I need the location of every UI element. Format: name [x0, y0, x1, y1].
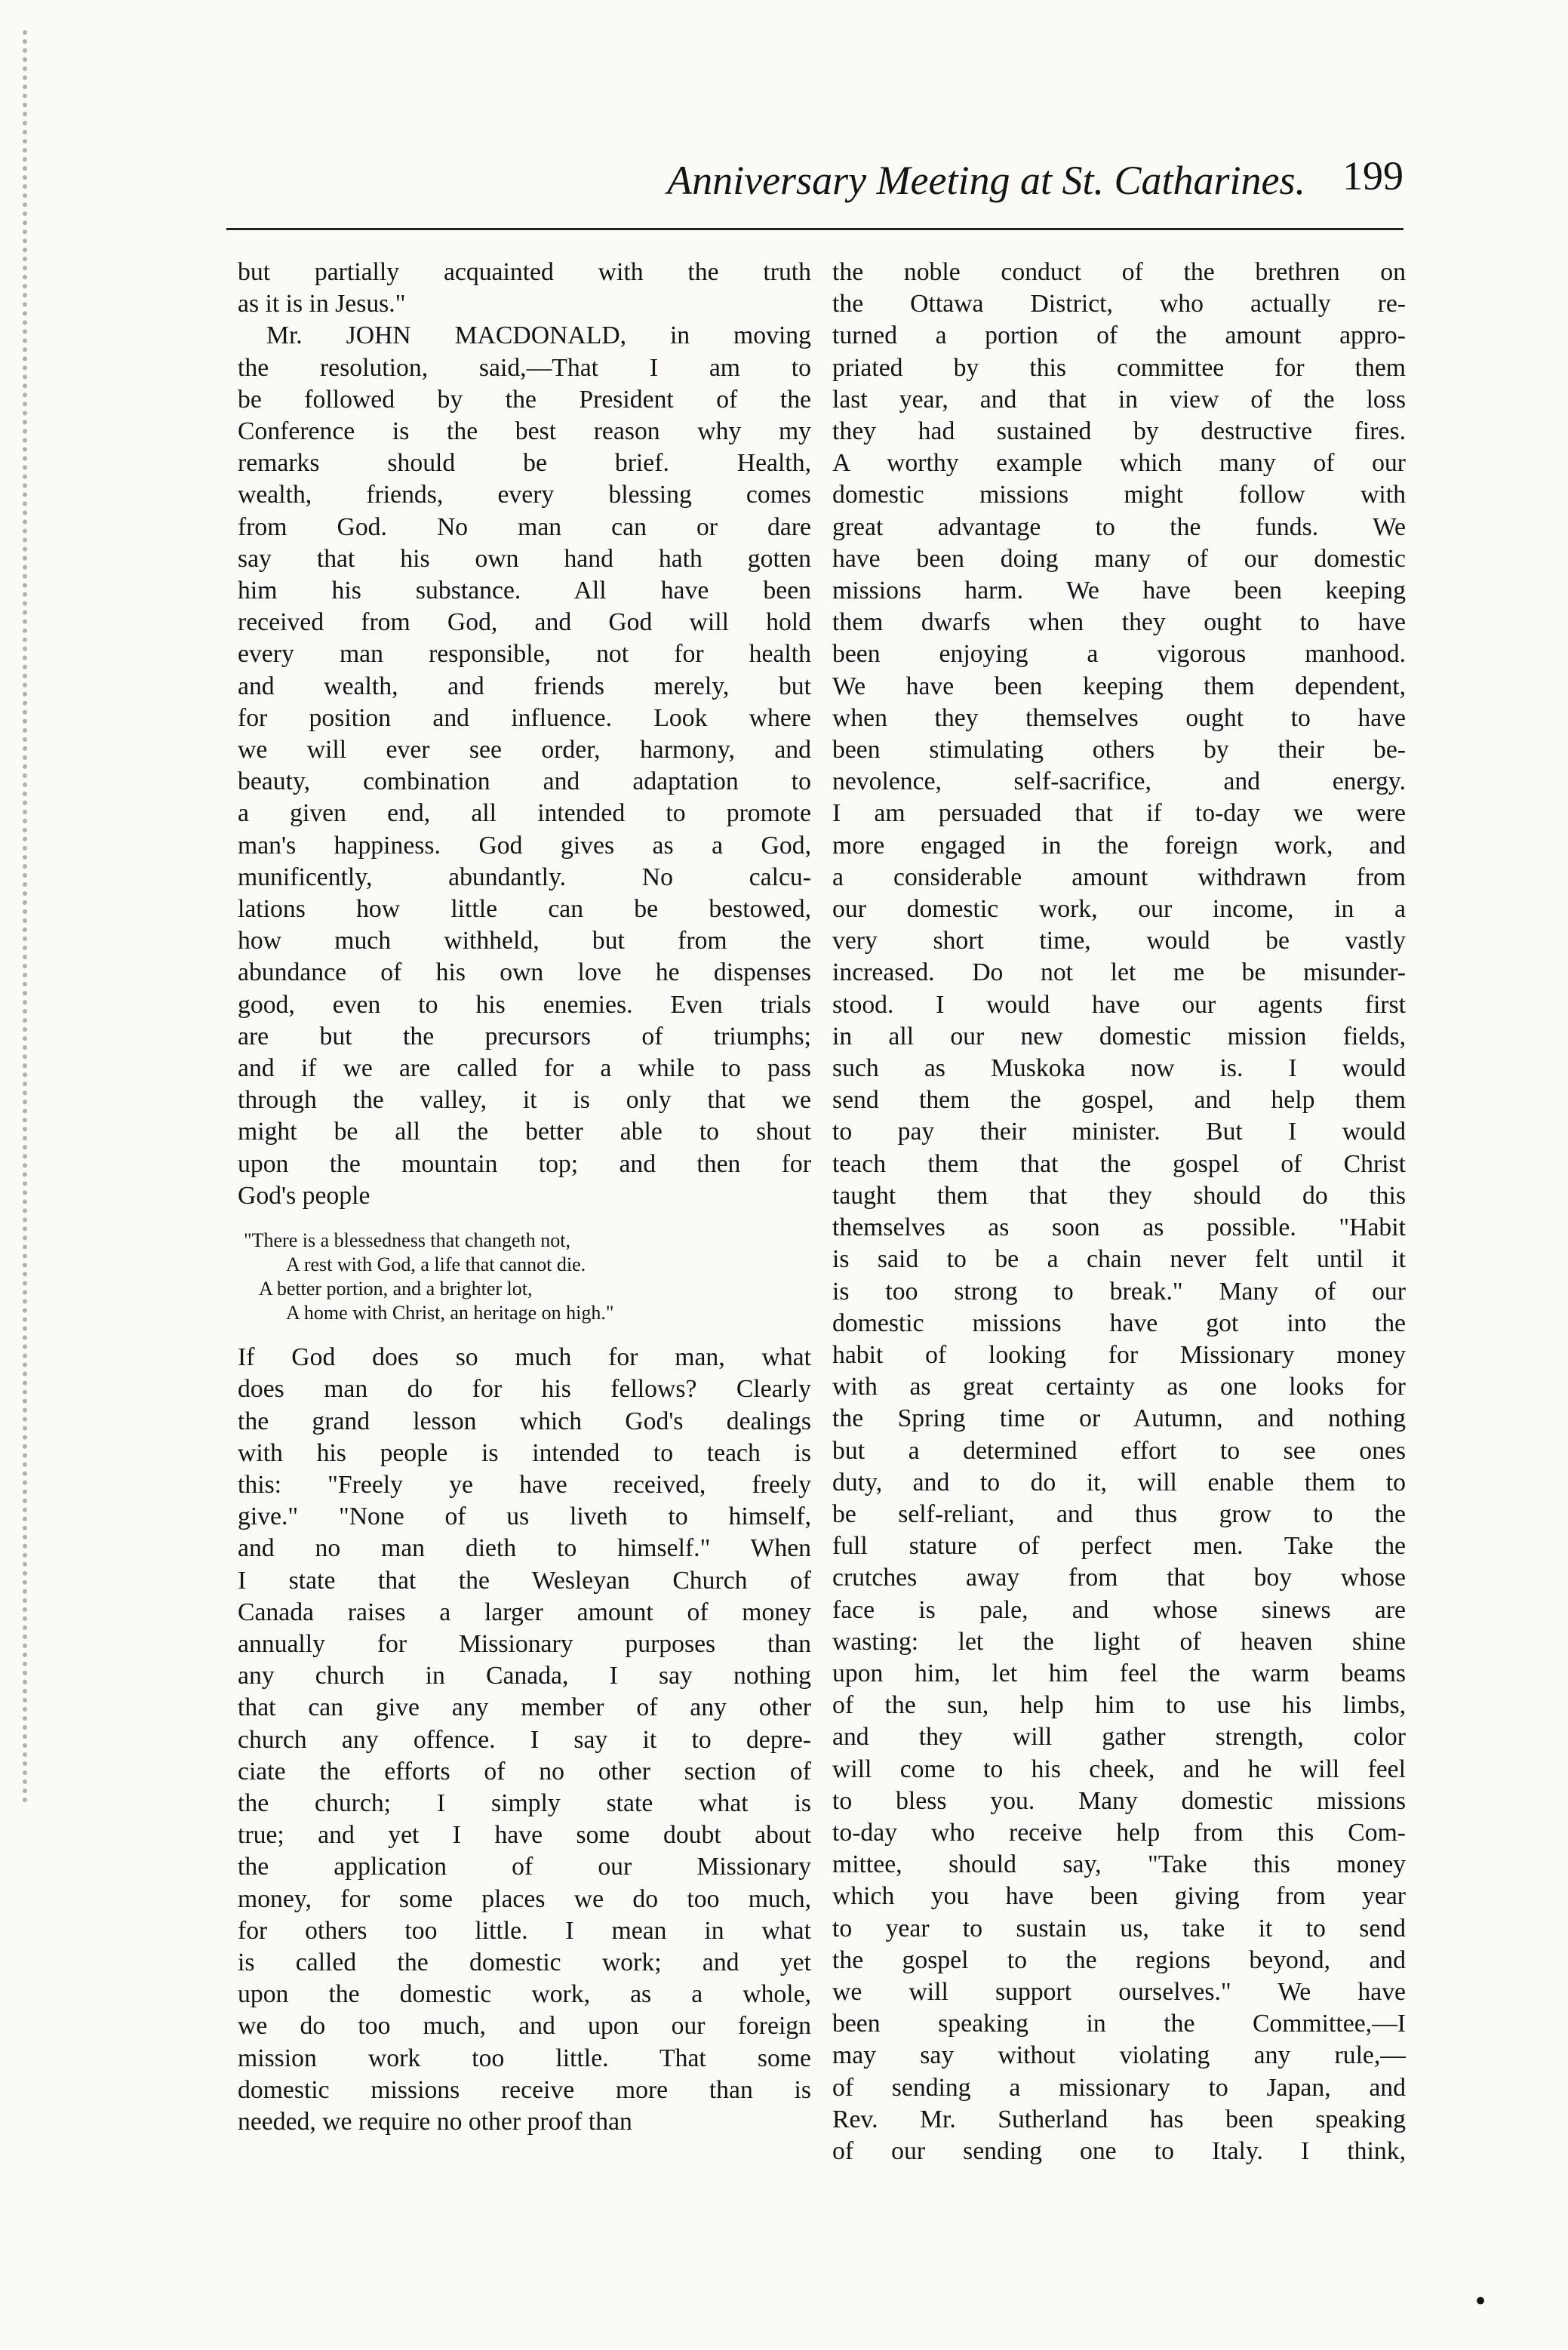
text-line: how much withheld, but from the	[238, 927, 811, 955]
text-line: If God does so much for man, what	[238, 1343, 811, 1372]
text-line: been speaking in the Committee,—I	[832, 2010, 1406, 2038]
text-line: which you have been giving from year	[832, 1882, 1406, 1911]
text-line: the resolution, said,—That I am to	[238, 353, 811, 382]
text-line: church any offence. I say it to depre-	[238, 1725, 811, 1754]
text-line: and if we are called for a while to pass	[238, 1054, 811, 1083]
text-line: priated by this committee for them	[832, 353, 1406, 382]
page-header	[226, 149, 1404, 217]
text-line: been stimulating others by their be-	[832, 736, 1406, 764]
text-line: we do too much, and upon our foreign	[238, 2012, 811, 2041]
text-line: to-day who receive help from this Com-	[832, 1818, 1406, 1847]
text-line: face is pale, and whose sinews are	[832, 1595, 1406, 1624]
text-line: give." "None of us liveth to himself,	[238, 1503, 811, 1531]
text-line: domestic missions might follow with	[832, 481, 1406, 509]
text-line: is said to be a chain never felt until it	[832, 1245, 1406, 1274]
text-line: received from God, and God will hold	[238, 608, 811, 637]
text-line: money, for some places we do too much,	[238, 1884, 811, 1913]
page-number: 199	[1342, 153, 1404, 198]
text-line: in all our new domestic mission fields,	[832, 1022, 1406, 1050]
text-line: beauty, combination and adaptation to	[238, 767, 811, 796]
text-line: and wealth, and friends merely, but	[238, 672, 811, 700]
text-line: the grand lesson which God's dealings	[238, 1407, 811, 1435]
text-line: upon the domestic work, as a whole,	[238, 1980, 811, 2009]
text-line: duty, and to do it, will enable them to	[832, 1468, 1406, 1496]
text-line: every man responsible, not for health	[238, 640, 811, 669]
text-line: we will support ourselves." We have	[832, 1977, 1406, 2006]
text-line: any church in Canada, I say nothing	[238, 1662, 811, 1690]
text-line: does man do for his fellows? Clearly	[238, 1375, 811, 1404]
text-line: increased. Do not let me be misunder-	[832, 958, 1406, 987]
verse-quote	[238, 1229, 811, 1325]
text-line: stood. I would have our agents first	[832, 990, 1406, 1019]
text-line: through the valley, it is only that we	[238, 1086, 811, 1115]
text-line: lations how little can be bestowed,	[238, 895, 811, 924]
text-line: munificently, abundantly. No calcu-	[238, 863, 811, 891]
text-line: A worthy example which many of our	[832, 449, 1406, 478]
text-line: true; and yet I have some doubt about	[238, 1821, 811, 1850]
text-line: the Ottawa District, who actually re-	[832, 290, 1406, 318]
text-line: I state that the Wesleyan Church of	[238, 1566, 811, 1595]
text-line: a considerable amount withdrawn from	[832, 863, 1406, 891]
text-line: may say without violating any rule,—	[832, 2041, 1406, 2070]
text-line: Canada raises a larger amount of money	[238, 1598, 811, 1626]
text-line: very short time, would be vastly	[832, 927, 1406, 955]
text-line: as it is in Jesus."	[238, 290, 406, 318]
text-line: to pay their minister. But I would	[832, 1118, 1406, 1146]
text-line: the application of our Missionary	[238, 1853, 811, 1881]
text-line: wealth, friends, every blessing comes	[238, 481, 811, 509]
text-line: be self-reliant, and thus grow to the	[832, 1500, 1406, 1528]
text-line: taught them that they should do this	[832, 1181, 1406, 1210]
text-line: the church; I simply state what is	[238, 1789, 811, 1817]
text-line: We have been keeping them dependent,	[832, 672, 1406, 700]
text-line: ciate the efforts of no other section of	[238, 1757, 811, 1786]
text-line: be followed by the President of the	[238, 385, 811, 414]
text-line: we will ever see order, harmony, and	[238, 736, 811, 764]
text-line: the gospel to the regions beyond, and	[832, 1946, 1406, 1974]
text-line: full stature of perfect men. Take the	[832, 1532, 1406, 1561]
text-line: man's happiness. God gives as a God,	[238, 831, 811, 860]
verse-line: A better portion, and a brighter lot,	[259, 1278, 533, 1300]
text-line: when they themselves ought to have	[832, 703, 1406, 732]
text-line: habit of looking for Missionary money	[832, 1340, 1406, 1369]
text-line: send them the gospel, and help them	[832, 1086, 1406, 1115]
text-line: mittee, should say, "Take this money	[832, 1850, 1406, 1879]
text-line: our domestic work, our income, in a	[832, 895, 1406, 924]
text-line: for position and influence. Look where	[238, 703, 811, 732]
text-line: abundance of his own love he dispenses	[238, 958, 811, 987]
text-line: such as Muskoka now is. I would	[832, 1054, 1406, 1083]
text-line: needed, we require no other proof than	[238, 2107, 632, 2136]
text-line: more engaged in the foreign work, and	[832, 831, 1406, 860]
text-line: the Spring time or Autumn, and nothing	[832, 1404, 1406, 1433]
left-column	[238, 257, 811, 2138]
text-line: upon him, let him feel the warm beams	[832, 1659, 1406, 1687]
text-line: mission work too little. That some	[238, 2044, 811, 2072]
text-line: from God. No man can or dare	[238, 512, 811, 541]
text-line: for others too little. I mean in what	[238, 1916, 811, 1945]
text-line: been enjoying a vigorous manhood.	[832, 640, 1406, 669]
text-line: that can give any member of any other	[238, 1693, 811, 1722]
text-line: themselves as soon as possible. "Habit	[832, 1213, 1406, 1242]
text-line: of our sending one to Italy. I think,	[832, 2136, 1406, 2165]
text-line: missions harm. We have been keeping	[832, 577, 1406, 605]
text-line: and no man dieth to himself." When	[238, 1534, 811, 1563]
text-line: annually for Missionary purposes than	[238, 1629, 811, 1658]
text-line: with his people is intended to teach is	[238, 1438, 811, 1467]
binding-edge-marks	[23, 30, 57, 1804]
text-line: Conference is the best reason why my	[238, 417, 811, 446]
text-line: the noble conduct of the brethren on	[832, 258, 1406, 286]
text-line: turned a portion of the amount appro-	[832, 321, 1406, 350]
text-line: to year to sustain us, take it to send	[832, 1914, 1406, 1942]
text-line: to bless you. Many domestic missions	[832, 1786, 1406, 1815]
text-line: good, even to his enemies. Even trials	[238, 990, 811, 1019]
verse-line: A rest with God, a life that cannot die.	[286, 1253, 586, 1276]
verse-line: A home with Christ, an heritage on high."	[286, 1302, 614, 1324]
text-line: is called the domestic work; and yet	[238, 1948, 811, 1976]
running-title: Anniversary Meeting at St. Catharines.	[667, 158, 1305, 203]
text-line: this: "Freely ye have received, freely	[238, 1470, 811, 1499]
text-line: upon the mountain top; and then for	[238, 1149, 811, 1178]
text-line: him his substance. All have been	[238, 577, 811, 605]
header-rule	[226, 228, 1404, 230]
text-line: remarks should be brief. Health,	[238, 449, 811, 478]
text-line: they had sustained by destructive fires.	[832, 417, 1406, 446]
text-line: of sending a missionary to Japan, and	[832, 2073, 1406, 2102]
text-line: great advantage to the funds. We	[832, 512, 1406, 541]
text-line: of the sun, help him to use his limbs,	[832, 1691, 1406, 1720]
text-line: is too strong to break." Many of our	[832, 1277, 1406, 1306]
text-line: last year, and that in view of the loss	[832, 385, 1406, 414]
text-line: domestic missions have got into the	[832, 1309, 1406, 1337]
text-line: domestic missions receive more than is	[238, 2075, 811, 2104]
text-line: teach them that the gospel of Christ	[832, 1149, 1406, 1178]
text-line: and they will gather strength, color	[832, 1723, 1406, 1752]
text-line: a given end, all intended to promote	[238, 799, 811, 828]
text-line: God's people	[238, 1181, 370, 1210]
text-line: have been doing many of our domestic	[832, 544, 1406, 573]
text-line: Rev. Mr. Sutherland has been speaking	[832, 2105, 1406, 2133]
text-line: I am persuaded that if to-day we were	[832, 799, 1406, 828]
text-line: wasting: let the light of heaven shine	[832, 1627, 1406, 1656]
right-column	[832, 257, 1406, 2167]
text-line: them dwarfs when they ought to have	[832, 608, 1406, 637]
text-line: will come to his cheek, and he will feel	[832, 1755, 1406, 1783]
text-line: but a determined effort to see ones	[832, 1436, 1406, 1465]
text-line: Mr. JOHN MACDONALD, in moving	[266, 321, 811, 350]
verse-line: "There is a blessedness that changeth not,	[244, 1229, 570, 1252]
text-line: are but the precursors of triumphs;	[238, 1022, 811, 1050]
text-line: with as great certainty as one looks for	[832, 1373, 1406, 1401]
text-line: crutches away from that boy whose	[832, 1564, 1406, 1592]
text-line: but partially acquainted with the truth	[238, 258, 811, 286]
text-line: nevolence, self-sacrifice, and energy.	[832, 767, 1406, 796]
stray-mark: •	[1473, 2287, 1489, 2317]
text-line: might be all the better able to shout	[238, 1118, 811, 1146]
text-line: say that his own hand hath gotten	[238, 544, 811, 573]
